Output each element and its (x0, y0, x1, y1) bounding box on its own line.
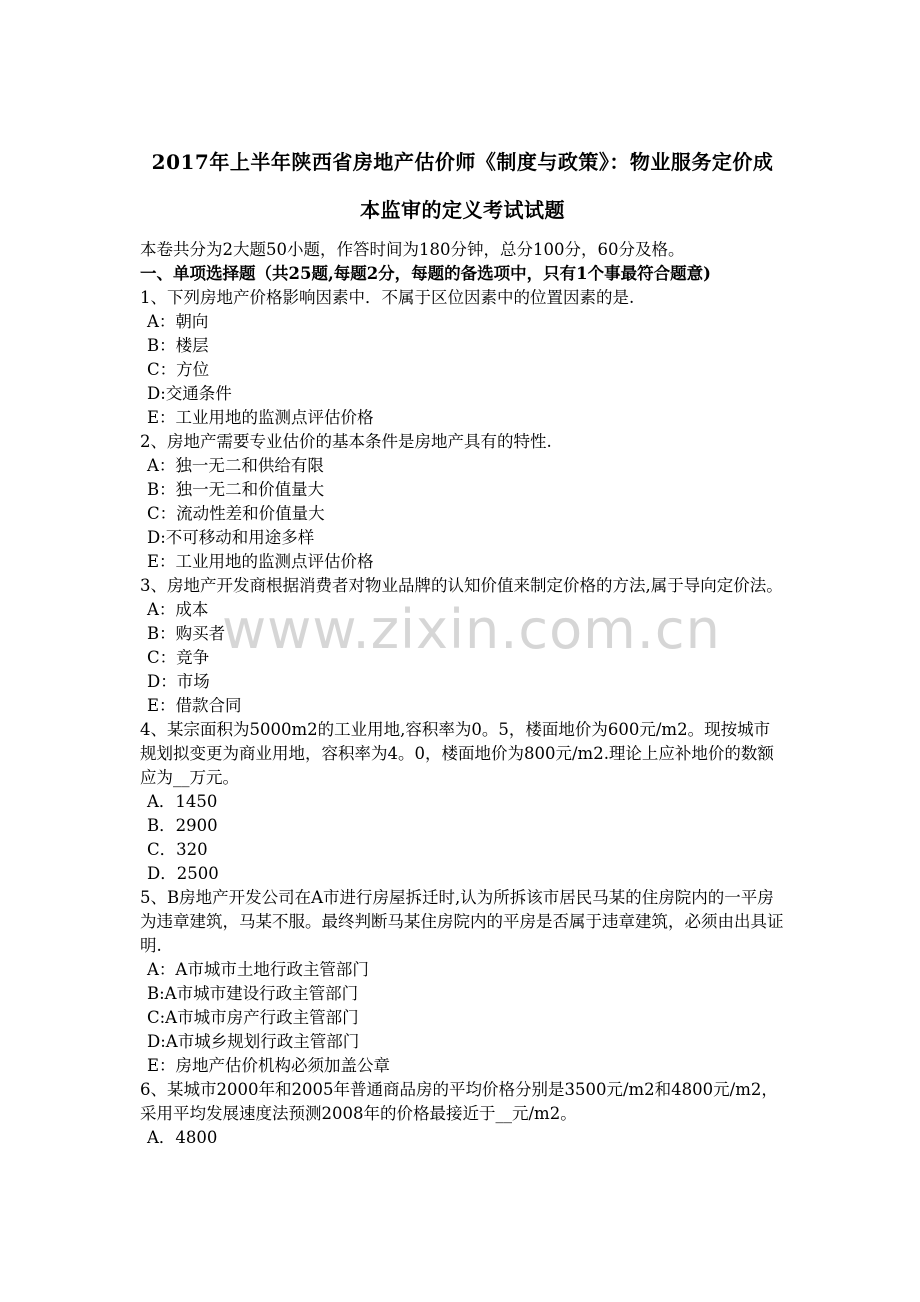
option-a: A：A市城市土地行政主管部门 (147, 960, 369, 979)
option-d: D：市场 (147, 672, 210, 691)
watermark: www.zixin.com.cn (222, 598, 721, 661)
option-d: D:不可移动和用途多样 (147, 528, 315, 547)
question-stem: 2、房地产需要专业估价的基本条件是房地产具有的特性. (140, 432, 552, 451)
question-3 (140, 574, 785, 718)
question-6 (140, 1078, 785, 1150)
document-page (140, 138, 785, 1150)
option-b: B：购买者 (147, 624, 226, 643)
option-a: A：成本 (147, 600, 209, 619)
option-b: B：独一无二和价值量大 (147, 480, 325, 499)
option-a: A．1450 (147, 792, 218, 811)
option-c: C：方位 (147, 360, 210, 379)
option-d: D．2500 (147, 864, 219, 883)
option-b: B：楼层 (147, 336, 209, 355)
option-c: C：流动性差和价值量大 (147, 504, 325, 523)
option-a: A：朝向 (147, 312, 209, 331)
question-4 (140, 718, 785, 886)
option-e: E：工业用地的监测点评估价格 (147, 552, 374, 571)
option-b: B:A市城市建设行政主管部门 (147, 984, 359, 1003)
option-a: A：独一无二和供给有限 (147, 456, 324, 475)
option-a: A．4800 (147, 1128, 218, 1147)
option-e: E：房地产估价机构必须加盖公章 (147, 1056, 391, 1075)
question-5 (140, 886, 785, 1078)
option-c: C:A市城市房产行政主管部门 (147, 1008, 359, 1027)
question-stem: 1、下列房地产价格影响因素中．不属于区位因素中的位置因素的是. (140, 288, 635, 307)
option-e: E：借款合同 (147, 696, 242, 715)
option-d: D:A市城乡规划行政主管部门 (147, 1032, 360, 1051)
question-stem: 4、某宗面积为5000m2的工业用地,容积率为0。5，楼面地价为600元/m2。现按城市规划拟变更为商业用地，容积率为4。0，楼面地价为800元/m2.理论上应补地价的数额应为__万元。 (140, 720, 774, 787)
question-stem: 5、B房地产开发公司在A市进行房屋拆迁时,认为所拆该市居民马某的住房院内的一平房为违章建筑，马某不服。最终判断马某住房院内的平房是否属于违章建筑，必须由出具证明. (140, 888, 784, 955)
document-title-line-1: 2017年上半年陕西省房地产估价师《制度与政策》：物业服务定价成 (151, 150, 774, 174)
question-2 (140, 430, 785, 574)
option-b: B．2900 (147, 816, 218, 835)
option-c: C．320 (147, 840, 208, 859)
question-stem: 6、某城市2000年和2005年普通商品房的平均价格分别是3500元/m2和4800元/m2，采用平均发展速度法预测2008年的价格最接近于__元/m2。 (140, 1080, 778, 1123)
option-d: D:交通条件 (147, 384, 232, 403)
document-title-line-2: 本监审的定义考试试题 (360, 198, 565, 222)
question-1 (140, 286, 785, 430)
option-c: C：竞争 (147, 648, 210, 667)
section-heading: 一、单项选择题（共25题,每题2分，每题的备选项中，只有1个事最符合题意) (140, 264, 711, 283)
exam-intro: 本卷共分为2大题50小题，作答时间为180分钟，总分100分，60分及格。 (140, 240, 685, 259)
question-stem: 3、房地产开发商根据消费者对物业品牌的认知价值来制定价格的方法,属于导向定价法。 (140, 576, 783, 595)
option-e: E：工业用地的监测点评估价格 (147, 408, 374, 427)
